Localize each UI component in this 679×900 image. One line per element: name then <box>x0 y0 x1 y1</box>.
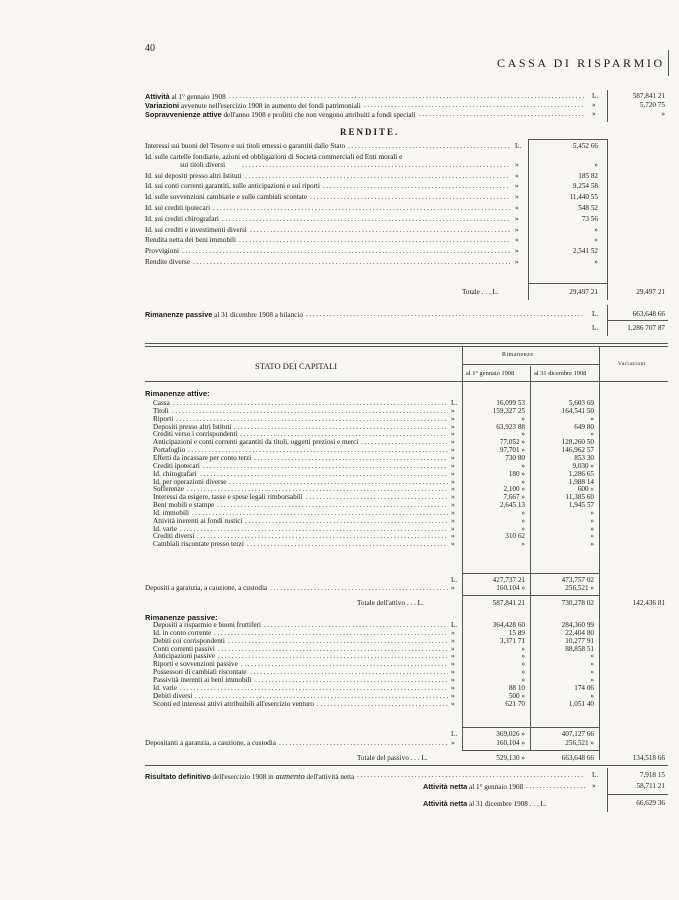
rendite-row-label: Id. sui conti correnti garantiti, sulle anticipazioni e sui riporti <box>145 182 321 191</box>
passive-depositi-col2: 256,521 » <box>565 739 594 747</box>
attive-totale-variazioni: 142,436 81 <box>632 599 665 607</box>
grand-total-marker: L. <box>592 324 599 332</box>
attivita-netta-rule <box>607 794 668 795</box>
rimanenze-passive-label <box>145 311 303 319</box>
passive-row-leader <box>264 622 448 629</box>
attive-row-label: Crediti diversi <box>153 532 195 541</box>
rendite-row-label: Interessi sui buoni del Tesoro e sui titoli emessi o garantiti dallo Stato <box>145 142 346 150</box>
attive-row-marker: » <box>451 430 455 439</box>
attive-row-col2: 649 80 <box>574 422 594 431</box>
passive-row-marker: » <box>451 660 455 669</box>
attive-row-col2: » <box>590 430 594 439</box>
opening-marker: » <box>592 110 596 118</box>
attive-row-label: Portafoglio <box>153 446 186 455</box>
passive-row-label: Conti correnti passivi <box>153 644 215 653</box>
passive-row-leader <box>214 630 448 637</box>
rendite-row-label: Id. sulle cartelle fondiarie, azioni ed obbligazioni di Società commerciali ed Enti morali e <box>145 152 403 161</box>
attive-row-col1: 730 80 <box>505 453 525 462</box>
rendite-totale-label: Totale . . . L. <box>462 288 499 296</box>
attive-row-col2: » <box>590 414 594 423</box>
passive-totale-col2: 663,648 66 <box>561 754 594 762</box>
passive-sub-marker: L. <box>451 730 458 738</box>
rendite-row-value: 5,452 66 <box>572 142 598 150</box>
attive-title: Rimanenze attive: <box>145 389 210 398</box>
rendite-row-marker: » <box>515 225 519 234</box>
attivita-netta-1-label <box>423 783 523 791</box>
passive-row-col1: 88 10 <box>508 683 525 692</box>
passive-row-col2: 284,360 99 <box>561 621 594 629</box>
passive-row-leader <box>317 701 448 708</box>
attive-row-marker: » <box>451 453 455 462</box>
rendite-row-value: » <box>594 236 598 245</box>
passive-row-leader <box>228 638 448 645</box>
stato-variazioni-header: Variazioni <box>618 361 646 367</box>
passive-row-col2: » <box>590 668 594 677</box>
attive-row-leader <box>217 502 448 509</box>
passive-row-col1: 3,371 71 <box>499 636 525 645</box>
stato-double-rule-1 <box>145 343 668 344</box>
passive-row-col1: » <box>521 644 525 653</box>
passive-row-col1: 15 89 <box>508 628 525 637</box>
attive-row-label: Cassa <box>153 399 170 407</box>
attive-sub-col2: 473,757 02 <box>561 576 594 584</box>
attive-row-leader <box>180 526 448 533</box>
opening-label-part: dell'anno 1908 e profitti che non vengono attribuiti a fondi speciali <box>221 111 416 119</box>
passive-row-leader <box>180 685 448 692</box>
passive-row-label: Depositi a risparmio e buoni fruttiferi <box>153 621 261 629</box>
attive-row-col1: » <box>521 540 525 549</box>
attive-row-leader <box>203 463 448 470</box>
attive-row-col2: » <box>590 508 594 517</box>
passive-row-leader <box>218 653 448 660</box>
rendite-row-leader <box>213 205 510 212</box>
attive-row-label: Id. immobili <box>153 508 189 517</box>
rendite-row-leader <box>348 143 510 150</box>
attive-row-label: Crediti verso i corrispondenti <box>153 430 238 439</box>
attive-row-label: Sofferenze <box>153 485 184 494</box>
opening-label <box>145 111 416 119</box>
final-col-rule <box>607 768 608 812</box>
passive-row-leader <box>255 677 448 684</box>
attive-row-label: Anticipazioni e conti correnti garantiti da titoli, oggetti preziosi e merci <box>153 438 359 447</box>
rimanenze-passive-value: 663,648 66 <box>632 310 665 318</box>
rendite-row-leader <box>239 237 510 244</box>
risultato-label-part: dell'esercizio 1908 in <box>210 773 276 781</box>
passive-row-marker: » <box>451 668 455 677</box>
attivita-netta-2-label <box>423 800 547 808</box>
attive-row-label: Id. chirografari <box>153 469 197 478</box>
attive-row-col2: » <box>590 516 594 525</box>
opening-label-part: Variazioni <box>145 101 180 110</box>
passive-totale-rule <box>462 750 599 751</box>
passive-row-label: Sconti ed interessi attivi attribuibili all'esercizio venturo <box>153 699 314 708</box>
attive-row-leader <box>234 424 448 431</box>
attive-row-col2: » <box>590 524 594 533</box>
attive-row-col2: 11,385 60 <box>565 493 594 502</box>
rendite-row-leader <box>182 248 510 255</box>
attive-row-col2: 164,541 50 <box>561 406 594 415</box>
attive-row-col1: » <box>521 508 525 517</box>
rendite-row-marker: » <box>515 236 519 245</box>
attive-row-leader <box>192 510 448 517</box>
attive-sub-marker: L. <box>451 576 458 584</box>
rimanenze-passive-leader <box>306 311 585 318</box>
rendite-row-value: 9,254 58 <box>572 182 598 191</box>
passive-depositi-marker: » <box>451 739 455 747</box>
attive-row-col1: » <box>521 477 525 486</box>
attive-row-col2: 1,945 57 <box>568 501 594 510</box>
passive-depositi-col1: 160,104 » <box>496 739 525 747</box>
passive-row-label: Anticipazioni passive <box>153 652 216 661</box>
passive-sub-col2: 407,127 66 <box>561 730 594 738</box>
rendite-row-value: » <box>594 225 598 234</box>
passive-row-label: Passività inerenti ai beni immobili <box>153 675 252 684</box>
passive-row-marker: L. <box>451 621 458 629</box>
rendite-row-label: Id. sui crediti ipotecari <box>145 204 211 212</box>
attive-row-label: Id. varie <box>153 524 177 533</box>
attive-row-col2: 1,286 65 <box>568 469 594 478</box>
attivita-netta-1-leader <box>526 783 585 790</box>
attive-row-leader <box>172 408 448 415</box>
running-header: CASSA DI RISPARMIO <box>497 56 665 70</box>
opening-value: 5,720 75 <box>639 101 665 109</box>
stato-col1-header: al 1° gennaio 1908 <box>466 370 515 377</box>
risultato-label-part: dell'attività netta <box>304 773 355 781</box>
rendite-row-marker: » <box>515 258 519 266</box>
attive-totale-rule <box>462 595 599 596</box>
rendite-row-value: 185 82 <box>578 171 598 180</box>
attive-row-col1: 180 » <box>508 469 525 478</box>
opening-label-part: al 1° gennaio 1908 <box>169 93 226 101</box>
passive-row-col2: 22,404 80 <box>565 628 594 637</box>
stato-col-1 <box>462 346 463 750</box>
passive-row-col2: 1,051 40 <box>568 699 594 708</box>
rendite-row-value: 548 52 <box>578 204 598 212</box>
attive-row-marker: » <box>451 469 455 478</box>
passive-sub-rule <box>462 727 599 728</box>
attive-row-label: Attività inerenti ai fondi rustici <box>153 516 243 525</box>
risultato-leader <box>357 772 585 779</box>
passive-totale-variazioni: 134,518 66 <box>632 754 665 762</box>
rendite-row-marker: » <box>515 193 519 202</box>
rendite-row-marker: » <box>515 204 519 212</box>
attive-row-col1: 7,667 » <box>503 493 525 502</box>
passive-row-leader <box>250 669 448 676</box>
passive-row-leader <box>218 646 448 653</box>
rendite-row-value: 11,440 55 <box>569 193 598 202</box>
attive-row-marker: » <box>451 477 455 486</box>
rendite-row-label: Id. sui crediti chirografari <box>145 214 219 223</box>
rendite-row-label-cont: sui titoli diversi <box>180 160 226 169</box>
attive-row-col2: 128,260 50 <box>561 438 594 447</box>
attive-row-col1: » <box>521 461 525 470</box>
opening-label <box>145 93 226 101</box>
attive-row-col1: » <box>521 430 525 439</box>
attive-totale-col1: 587,841 21 <box>492 599 525 607</box>
attive-row-leader <box>254 455 448 462</box>
attive-row-marker: » <box>451 446 455 455</box>
attive-row-col1: 310 62 <box>505 532 525 541</box>
attive-row-marker: » <box>451 461 455 470</box>
attive-row-col2: 600 » <box>577 485 594 494</box>
attive-row-col1: » <box>521 414 525 423</box>
rendite-col-left <box>528 139 529 300</box>
opening-label-part: Attività <box>145 92 170 101</box>
opening-leader <box>229 93 585 100</box>
stato-rimanenze-header: Rimanenze <box>502 352 534 358</box>
attive-row-marker: » <box>451 516 455 525</box>
rendite-row-leader <box>323 183 510 190</box>
attivita-netta-1-marker: » <box>592 782 596 790</box>
attive-row-leader <box>245 518 448 525</box>
attive-row-col1: 2,645 13 <box>499 501 525 510</box>
passive-row-leader <box>241 661 448 668</box>
attivita-netta-2-value: 66,629 36 <box>636 799 665 807</box>
stato-col2-header: al 31 dicembre 1908 <box>534 370 587 377</box>
passive-row-col2: » <box>590 691 594 700</box>
opening-leader <box>419 111 585 118</box>
attive-depositi-leader <box>270 585 448 592</box>
opening-marker: L. <box>592 92 599 100</box>
rendite-row-marker: » <box>515 182 519 191</box>
passive-row-col2: » <box>590 675 594 684</box>
passive-row-col1: 500 » <box>508 691 525 700</box>
attive-totale-label: Totale dell'attivo . . . L. <box>357 599 424 607</box>
attivita-netta-1-label-part: Attività netta <box>423 782 468 791</box>
passive-row-marker: » <box>451 699 455 708</box>
passive-row-col1: 621 70 <box>505 699 525 708</box>
rendite-row-label: Rendita netta dei beni immobili <box>145 236 237 245</box>
attive-depositi-col1: 160,104 » <box>496 584 525 592</box>
attive-row-col1: 159,327 25 <box>492 406 525 415</box>
passive-depositi-label: Depositanti a garanzia, a cauzione, a custodia <box>145 739 276 747</box>
rimanenze-passive-label-part: al 31 dicembre 1908 a bilancio <box>212 311 303 319</box>
passive-row-marker: » <box>451 683 455 692</box>
attive-row-col1: 2,100 » <box>503 485 525 494</box>
attive-row-marker: » <box>451 524 455 533</box>
rendite-row-value: 73 56 <box>581 214 598 223</box>
rendite-top-rule <box>528 139 607 140</box>
passive-row-col2: 88,858 51 <box>565 644 594 653</box>
attive-row-col1: 16,099 53 <box>496 399 525 407</box>
passive-row-col2: 10,277 91 <box>565 636 594 645</box>
passive-row-col2: » <box>590 660 594 669</box>
stato-col-3 <box>599 346 600 760</box>
attive-row-marker: » <box>451 540 455 549</box>
rendite-row-leader <box>250 227 510 234</box>
rendite-row-marker: L. <box>515 142 522 150</box>
rendite-row-leader <box>193 259 510 266</box>
risultato-label-part: aumento <box>275 771 305 781</box>
passive-row-marker: » <box>451 652 455 661</box>
passive-row-col1: » <box>521 660 525 669</box>
passive-row-col2: » <box>590 652 594 661</box>
attive-row-col2: 146,962 57 <box>561 446 594 455</box>
rendite-col-right <box>607 139 608 300</box>
attive-row-marker: » <box>451 406 455 415</box>
attive-row-label: Beni mobili e stampe <box>153 501 215 510</box>
passive-row-marker: » <box>451 636 455 645</box>
opening-label-part: avvenute nell'esercizio 1908 in aumento dei fondi patrimoniali <box>179 102 361 110</box>
attive-row-col2: 9,030 » <box>572 461 594 470</box>
passive-row-col1: 364,428 60 <box>492 621 525 629</box>
attive-row-col2: 853 30 <box>574 453 594 462</box>
rendite-row-value: » <box>594 258 598 266</box>
passive-row-label: Debiti coi corrispondenti <box>153 636 225 645</box>
attive-row-marker: » <box>451 414 455 423</box>
attivita-netta-1-label-part: al 1° gennaio 1908 <box>467 783 524 791</box>
rendite-row-value: 2,541 52 <box>572 247 598 256</box>
opening-value: 587,841 21 <box>632 92 665 100</box>
passive-row-label: Debiti diversi <box>153 691 193 700</box>
attive-row-col1: » <box>521 516 525 525</box>
attive-row-label: Titoli <box>153 406 169 415</box>
rendite-total-rule <box>528 283 607 284</box>
right-edge-line <box>668 50 669 76</box>
attive-row-leader <box>306 494 448 501</box>
passive-row-col1: » <box>521 652 525 661</box>
attive-row-marker: » <box>451 493 455 502</box>
attivita-netta-2-label-part: Attività netta <box>423 799 468 808</box>
attive-sub-col1: 427,737 21 <box>492 576 525 584</box>
rendite-row-leader <box>310 194 510 201</box>
attive-row-col1: 63,923 88 <box>496 422 525 431</box>
rendite-title: RENDITE. <box>340 127 400 137</box>
passive-totale-label: Totale del passivo . . . L. <box>357 754 428 762</box>
risultato-label-part: Risultato definitivo <box>145 772 211 781</box>
attive-row-marker: » <box>451 508 455 517</box>
attive-row-col2: » <box>590 532 594 541</box>
attive-row-label: Id. per operazioni diverse <box>153 477 227 486</box>
passive-row-col1: » <box>521 668 525 677</box>
risultato-value: 7,918 15 <box>639 771 665 779</box>
attive-row-label: Cambiali riscontate presso terzi <box>153 540 244 549</box>
attivita-netta-1-value: 58,711 21 <box>636 782 665 790</box>
opening-marker: » <box>592 101 596 109</box>
attive-row-marker: » <box>451 485 455 494</box>
rendite-row-label: Rendite diverse <box>145 258 190 266</box>
passive-row-marker: » <box>451 675 455 684</box>
rendite-row-marker: » <box>515 247 519 256</box>
stato-double-rule-2 <box>145 346 668 347</box>
rendite-row-value: » <box>594 160 598 169</box>
attive-row-label: Effetti da incassare per conto terzi <box>153 453 252 462</box>
passive-row-label: Id. in conto corrente <box>153 628 212 637</box>
attive-row-col1: » <box>521 524 525 533</box>
passive-row-col2: 174 06 <box>574 683 594 692</box>
rendite-totale-value: 29,497 21 <box>569 288 598 296</box>
attive-row-col2: 1,988 14 <box>568 477 594 486</box>
rendite-totale-right: 29,497 21 <box>636 288 665 296</box>
attive-row-leader <box>200 471 448 478</box>
rendite-row-label: Provvigioni <box>145 247 179 256</box>
stato-header-bottom <box>145 381 668 382</box>
attive-row-label: Interessi da esigere, tasse e spese legali rimborsabili <box>153 493 303 502</box>
opening-leader <box>364 102 585 109</box>
stato-title: STATO DEI CAPITALI <box>255 361 338 371</box>
attive-row-leader <box>361 439 448 446</box>
rendite-row-marker: » <box>515 160 519 169</box>
attive-row-leader <box>247 541 448 548</box>
passive-row-marker: » <box>451 691 455 700</box>
rimanenze-passive-marker: L. <box>592 310 599 318</box>
rendite-row-leader <box>245 173 510 180</box>
attivita-netta-2-label-part: al 31 dicembre 1908 . . . L. <box>467 800 547 808</box>
risultato-marker: L. <box>592 771 599 779</box>
opening-label <box>145 102 361 110</box>
passive-sub-col1: 369,026 » <box>496 730 525 738</box>
attive-totale-col2: 730,278 02 <box>561 599 594 607</box>
passive-title: Rimanenze passive: <box>145 613 218 622</box>
passive-row-label: Id. varie <box>153 683 177 692</box>
grand-total-rule <box>607 320 668 321</box>
rendite-row-label: Id. sui crediti e investimenti diversi <box>145 225 247 234</box>
grand-total-value: 1,286 707 87 <box>627 324 665 332</box>
rimanenze-passive-label-part: Rimanenze passive <box>145 310 213 319</box>
risultato-label <box>145 772 354 781</box>
attive-depositi-col2: 256,521 » <box>565 584 594 592</box>
attive-row-leader <box>176 416 448 423</box>
passive-row-col1: » <box>521 675 525 684</box>
attive-row-marker: L. <box>451 399 458 407</box>
stato-col-2 <box>530 366 531 750</box>
attive-row-col2: » <box>590 540 594 549</box>
attive-row-label: Riporti <box>153 414 174 423</box>
passive-row-label: Possessori di cambiali riscontate <box>153 668 247 677</box>
attive-sub-rule <box>462 573 599 574</box>
rendite-row-marker: » <box>515 171 519 180</box>
attive-row-col1: 77,052 » <box>499 438 525 447</box>
stato-bottom-rule <box>145 765 668 766</box>
rendite-row-leader <box>242 162 510 169</box>
attive-row-label: Depositi presso altri Istituti <box>153 422 232 431</box>
page-number: 40 <box>145 43 155 54</box>
passive-row-marker: » <box>451 644 455 653</box>
attive-depositi-marker: » <box>451 584 455 592</box>
attive-depositi-label: Depositi a garanzia, a cauzione, a custodia <box>145 584 268 592</box>
rendite-row-label: Id. sulle sovvenzioni cambiarie e sulle cambiali scontate <box>145 193 308 202</box>
rendite-row-label: Id. sui depositi presso altri Istituti <box>145 171 242 180</box>
passive-totale-col1: 529,130 » <box>496 754 525 762</box>
rendite-row-marker: » <box>515 214 519 223</box>
passive-row-leader <box>195 693 448 700</box>
attive-row-leader <box>173 400 448 407</box>
attive-row-label: Crediti ipotecari <box>153 461 200 470</box>
attive-row-leader <box>229 479 448 486</box>
attive-row-col2: 5,603 69 <box>568 399 594 407</box>
attive-row-col1: 97,701 » <box>499 446 525 455</box>
attive-row-marker: » <box>451 501 455 510</box>
passive-depositi-leader <box>279 740 448 747</box>
attive-row-marker: » <box>451 532 455 541</box>
stato-rimanenze-rule <box>462 364 599 365</box>
opening-value: » <box>661 110 665 118</box>
rendite-row-leader <box>222 216 510 223</box>
passive-row-label: Riporti e sovvenzioni passive <box>153 660 238 669</box>
passive-row-marker: » <box>451 628 455 637</box>
attive-row-marker: » <box>451 422 455 431</box>
opening-col-rule <box>607 90 608 122</box>
attive-row-marker: » <box>451 438 455 447</box>
opening-label-part: Sopravvenienze attive <box>145 110 222 119</box>
